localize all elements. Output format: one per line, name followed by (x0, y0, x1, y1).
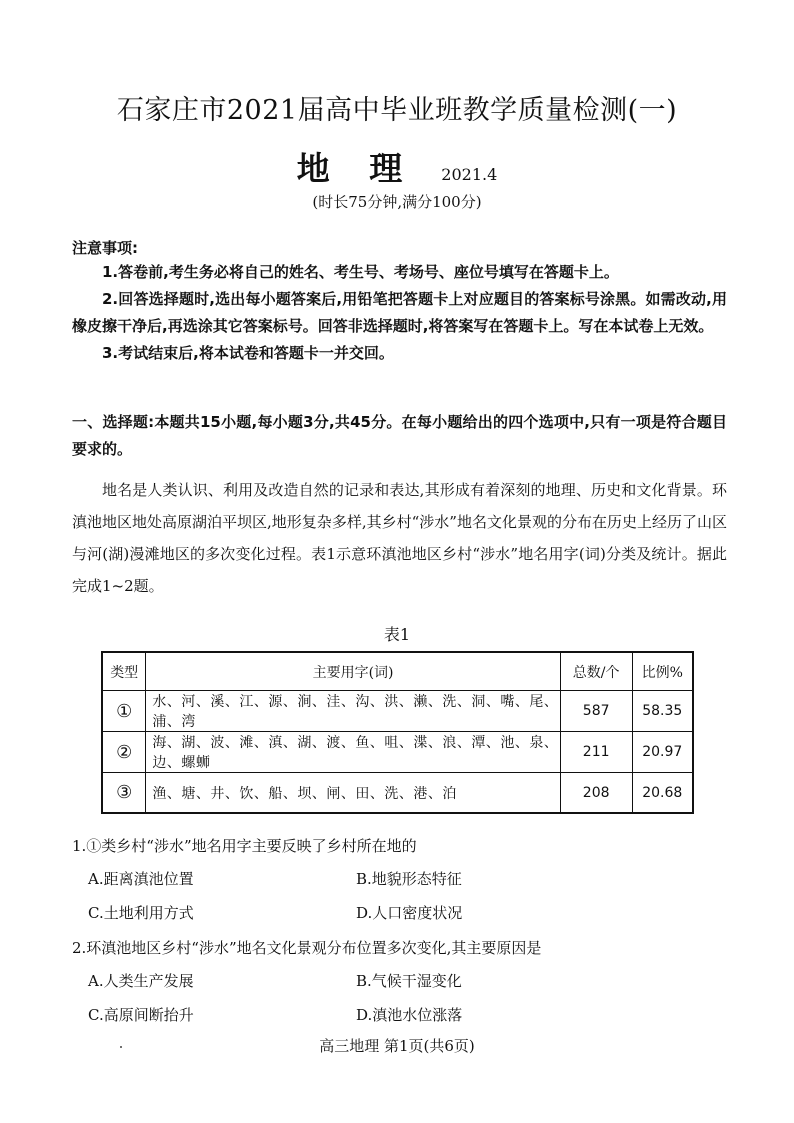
words-cell: 海、湖、波、滩、滇、湖、渡、鱼、咀、渫、浪、潭、池、泉、边、螺蛳 (146, 732, 560, 773)
notice-block (72, 237, 727, 367)
table-header-cell: 主要用字(词) (146, 652, 560, 691)
question-stem: 1.①类乡村“涉水”地名用字主要反映了乡村所在地的 (72, 837, 417, 855)
total-cell: 211 (560, 732, 632, 773)
table-header-cell: 总数/个 (560, 652, 632, 691)
notice-item: 2.回答选择题时,选出每小题答案后,用铅笔把答题卡上对应题目的答案标号涂黑。如需改动,用橡皮擦干净后,再选涂其它答案标号。回答非选择题时,将答案写在答题卡上。写在本试卷上无效。 (72, 290, 727, 335)
passage-block (72, 474, 727, 602)
words-cell: 渔、塘、井、饮、船、坝、闸、田、洗、港、泊 (146, 773, 560, 814)
ratio-cell: 20.97 (632, 732, 693, 773)
table-caption: 表1 (383, 625, 411, 644)
place-name-table (101, 651, 694, 814)
notice-heading: 注意事项: (72, 239, 138, 257)
ratio-cell: 20.68 (632, 773, 693, 814)
question-options (88, 862, 727, 930)
table-header-cell: 类型 (102, 652, 146, 691)
subject-line (0, 143, 794, 190)
option-b: B.气候干湿变化 (356, 972, 462, 990)
ratio-cell: 58.35 (632, 691, 693, 732)
option-d: D.人口密度状况 (356, 904, 463, 922)
question-options (88, 964, 727, 1032)
total-cell: 587 (560, 691, 632, 732)
option-a: A.人类生产发展 (88, 972, 194, 990)
notice-item: 1.答卷前,考生务必将自己的姓名、考生号、考场号、座位号填写在答题卡上。 (102, 263, 619, 281)
table-header-row (102, 652, 693, 691)
section-intro: 一、选择题:本题共15小题,每小题3分,共45分。在每小题给出的四个选项中,只有一项是符合题目要求的。 (72, 413, 727, 458)
reading-passage: 地名是人类认识、利用及改造自然的记录和表达,其形成有着深刻的地理、历史和文化背景。环滇池地区地处高原湖泊平坝区,地形复杂多样,其乡村“涉水”地名文化景观的分布在历史上经历了山区与河(湖)漫滩地区的多次变化过程。表1示意环滇池地区乡村“涉水”地名用字(词)分类及统计。据此完成1~2题。 (72, 481, 727, 595)
words-cell: 水、河、溪、江、源、涧、洼、沟、洪、濑、洗、洞、嘴、尾、浦、湾 (146, 691, 560, 732)
page-footer: 高三地理 第1页(共6页) (319, 1037, 475, 1055)
option-a: A.距离滇池位置 (88, 870, 194, 888)
table-row (102, 691, 693, 732)
type-cell: ③ (102, 773, 146, 814)
exam-title: 石家庄市2021届高中毕业班教学质量检测(一) (116, 95, 678, 126)
total-cell: 208 (560, 773, 632, 814)
type-cell: ① (102, 691, 146, 732)
type-cell: ② (102, 732, 146, 773)
notice-item: 3.考试结束后,将本试卷和答题卡一并交回。 (102, 344, 394, 362)
exam-date: 2021.4 (441, 165, 498, 184)
table-header-cell: 比例% (632, 652, 693, 691)
option-c: C.高原间断抬升 (88, 1006, 194, 1024)
option-c: C.土地利用方式 (88, 904, 194, 922)
section-intro-block (72, 409, 727, 463)
option-b: B.地貌形态特征 (356, 870, 462, 888)
question-stem: 2.环滇池地区乡村“涉水”地名文化景观分布位置多次变化,其主要原因是 (72, 939, 542, 957)
option-d: D.滇池水位涨落 (356, 1006, 463, 1024)
exam-duration: (时长75分钟,满分100分) (312, 193, 482, 211)
table-row (102, 773, 693, 814)
subject-name: 地 理 (296, 149, 417, 188)
table-row (102, 732, 693, 773)
questions-block (72, 830, 727, 1034)
